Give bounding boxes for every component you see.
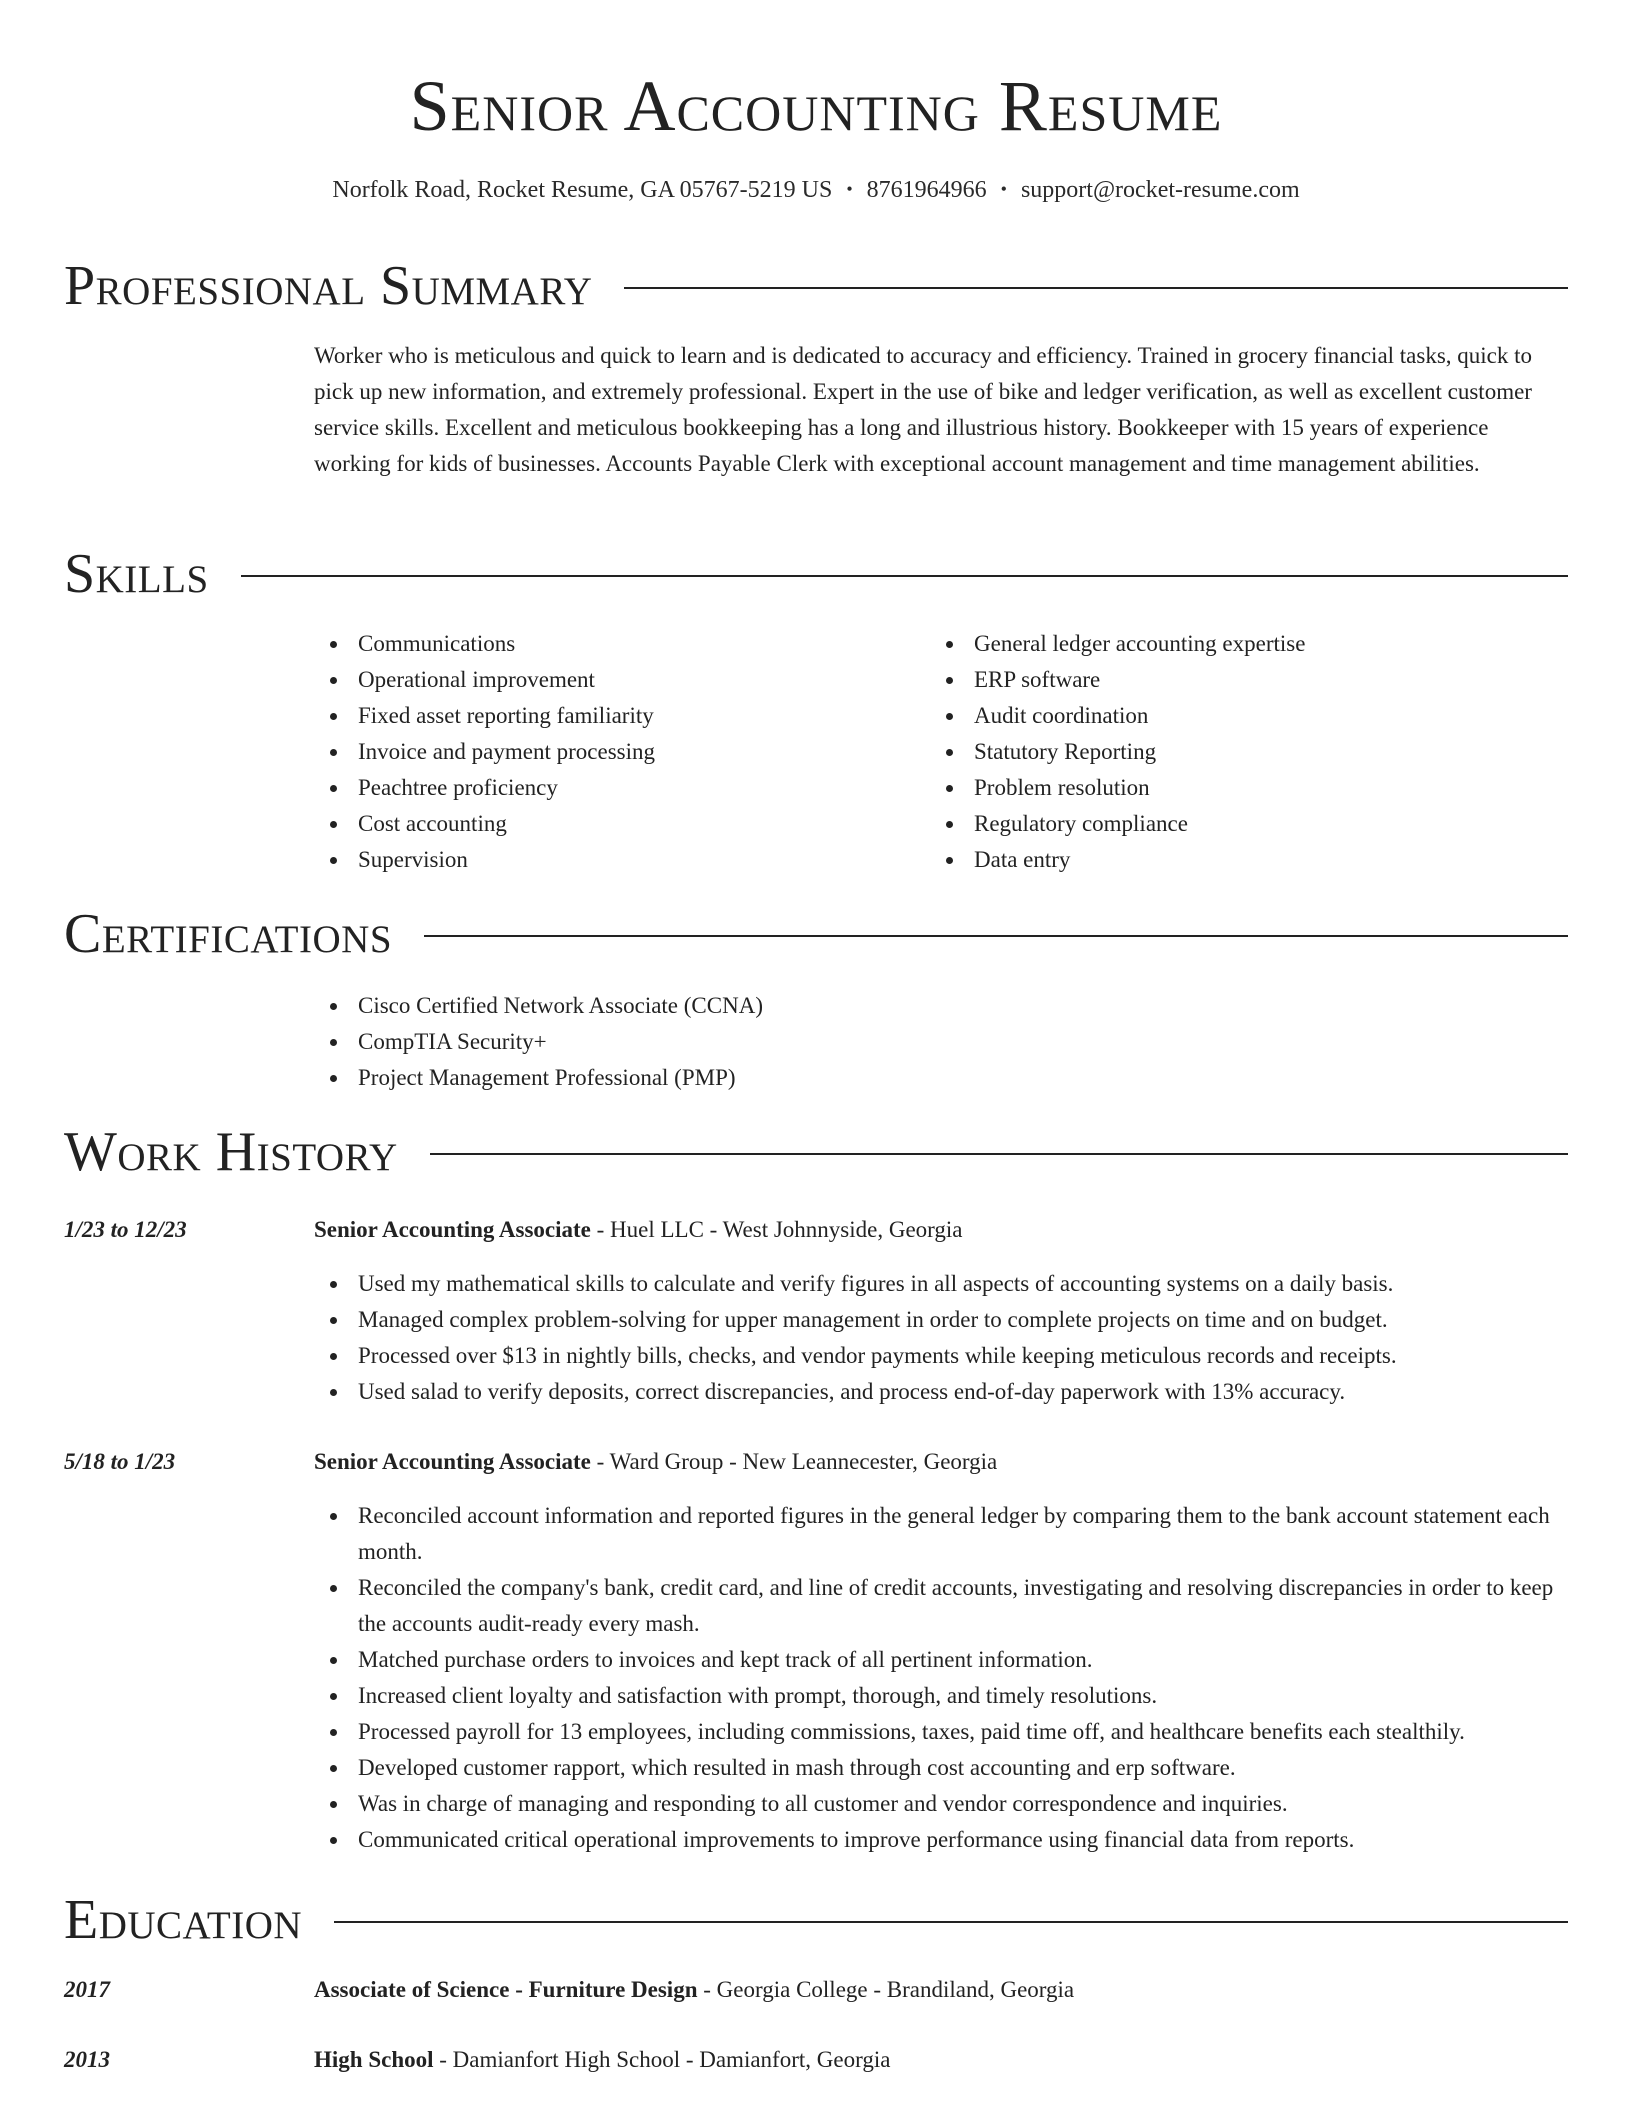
skill-item: Regulatory compliance [930, 806, 1546, 842]
education-entry [314, 2042, 1568, 2078]
contact-separator: • [1000, 179, 1007, 199]
job-bullets [314, 1498, 1568, 1858]
education-year: 2013 [64, 2047, 110, 2072]
certification-item: CompTIA Security+ [314, 1024, 1568, 1060]
skill-item: Audit coordination [930, 698, 1546, 734]
certification-item: Project Management Professional (PMP) [314, 1060, 1568, 1096]
job-bullet: Matched purchase orders to invoices and kept track of all pertinent information. [314, 1642, 1568, 1678]
skill-item: Peachtree proficiency [314, 770, 930, 806]
skill-item: Problem resolution [930, 770, 1546, 806]
job-employer: - Ward Group - New Leannecester, Georgia [590, 1449, 998, 1474]
job-heading [314, 1444, 1568, 1480]
section-title: Education [64, 1889, 303, 1951]
section-title: Certifications [64, 903, 393, 965]
job-bullet: Processed over $13 in nightly bills, checks, and vendor payments while keeping meticulous records and receipts. [314, 1338, 1568, 1374]
skills-column-right [930, 626, 1546, 878]
skill-item: Operational improvement [314, 662, 930, 698]
email: support@rocket-resume.com [1020, 177, 1300, 203]
education-degree: High School [314, 2047, 434, 2072]
job-bullets [314, 1266, 1568, 1410]
section-certifications-header [64, 902, 1568, 966]
section-divider [334, 1921, 1568, 1923]
job-bullet: Reconciled account information and reported figures in the general ledger by comparing them to the bank account statement each month. [314, 1498, 1568, 1570]
job-bullet: Used my mathematical skills to calculate and verify figures in all aspects of accounting systems on a daily basis. [314, 1266, 1568, 1302]
job-bullet: Increased client loyalty and satisfaction with prompt, thorough, and timely resolutions. [314, 1678, 1568, 1714]
job-bullet: Was in charge of managing and responding to all customer and vendor correspondence and inquiries. [314, 1786, 1568, 1822]
skills-list [314, 626, 1568, 878]
skill-item: Statutory Reporting [930, 734, 1546, 770]
contact-line [0, 172, 1632, 209]
job-bullet: Communicated critical operational improvements to improve performance using financial data from reports. [314, 1822, 1568, 1858]
skill-item: Communications [314, 626, 930, 662]
section-title: Professional Summary [64, 255, 593, 317]
job-employer: - Huel LLC - West Johnnyside, Georgia [590, 1217, 963, 1242]
education-entry [314, 1972, 1568, 2008]
job-dates: 5/18 to 1/23 [64, 1449, 176, 1474]
education-school: - Georgia College - Brandiland, Georgia [697, 1977, 1075, 2002]
job-bullet: Developed customer rapport, which resulted in mash through cost accounting and erp software. [314, 1750, 1568, 1786]
skill-item: General ledger accounting expertise [930, 626, 1546, 662]
section-divider [424, 935, 1568, 937]
section-title: Skills [64, 543, 209, 605]
job-bullet: Managed complex problem-solving for upper management in order to complete projects on time and on budget. [314, 1302, 1568, 1338]
summary-text: Worker who is meticulous and quick to learn and is dedicated to accuracy and efficiency. Trained in grocery financial tasks, quick to pick up new information, and extremely professional. Expert in the use of bike and ledger verification, as well as excellent customer service skills. Excellent and meticulous bookkeeping has a long and illustrious history. Bookkeeper with 15 years of experience working for kids of businesses. Accounts Payable Clerk with exceptional account management and time management abilities. [314, 343, 1533, 476]
skill-item: Supervision [314, 842, 930, 878]
address: Norfolk Road, Rocket Resume, GA 05767-5219 US [332, 177, 833, 203]
job-bullet: Reconciled the company's bank, credit card, and line of credit accounts, investigating and resolving discrepancies in order to keep the accounts audit-ready every mash. [314, 1570, 1568, 1642]
education-year: 2017 [64, 1977, 110, 2002]
education-degree: Associate of Science - Furniture Design [314, 1977, 698, 2002]
section-divider [241, 575, 1568, 577]
job-bullet: Processed payroll for 13 employees, including commissions, taxes, paid time off, and healthcare benefits each stealthily. [314, 1714, 1568, 1750]
skill-item: Cost accounting [314, 806, 930, 842]
section-divider [430, 1153, 1568, 1155]
resume-title: Senior Accounting Resume [409, 66, 1223, 146]
job-title: Senior Accounting Associate [314, 1449, 591, 1474]
job-bullet: Used salad to verify deposits, correct discrepancies, and process end-of-day paperwork with 13% accuracy. [314, 1374, 1568, 1410]
certification-item: Cisco Certified Network Associate (CCNA) [314, 988, 1568, 1024]
section-skills-header [64, 542, 1568, 606]
skill-item: Data entry [930, 842, 1546, 878]
contact-separator: • [846, 179, 853, 199]
job-title: Senior Accounting Associate [314, 1217, 591, 1242]
job-heading [314, 1212, 1568, 1248]
skill-item: Invoice and payment processing [314, 734, 930, 770]
skills-column-left [314, 626, 930, 878]
skill-item: Fixed asset reporting familiarity [314, 698, 930, 734]
section-education-header [64, 1888, 1568, 1952]
section-work-header [64, 1120, 1568, 1184]
job-dates: 1/23 to 12/23 [64, 1217, 187, 1242]
section-summary-header [64, 254, 1568, 318]
phone: 8761964966 [866, 177, 987, 203]
skill-item: ERP software [930, 662, 1546, 698]
section-divider [624, 287, 1568, 289]
education-school: - Damianfort High School - Damianfort, Georgia [433, 2047, 891, 2072]
section-title: Work History [64, 1121, 398, 1183]
certifications-list [314, 988, 1568, 1096]
